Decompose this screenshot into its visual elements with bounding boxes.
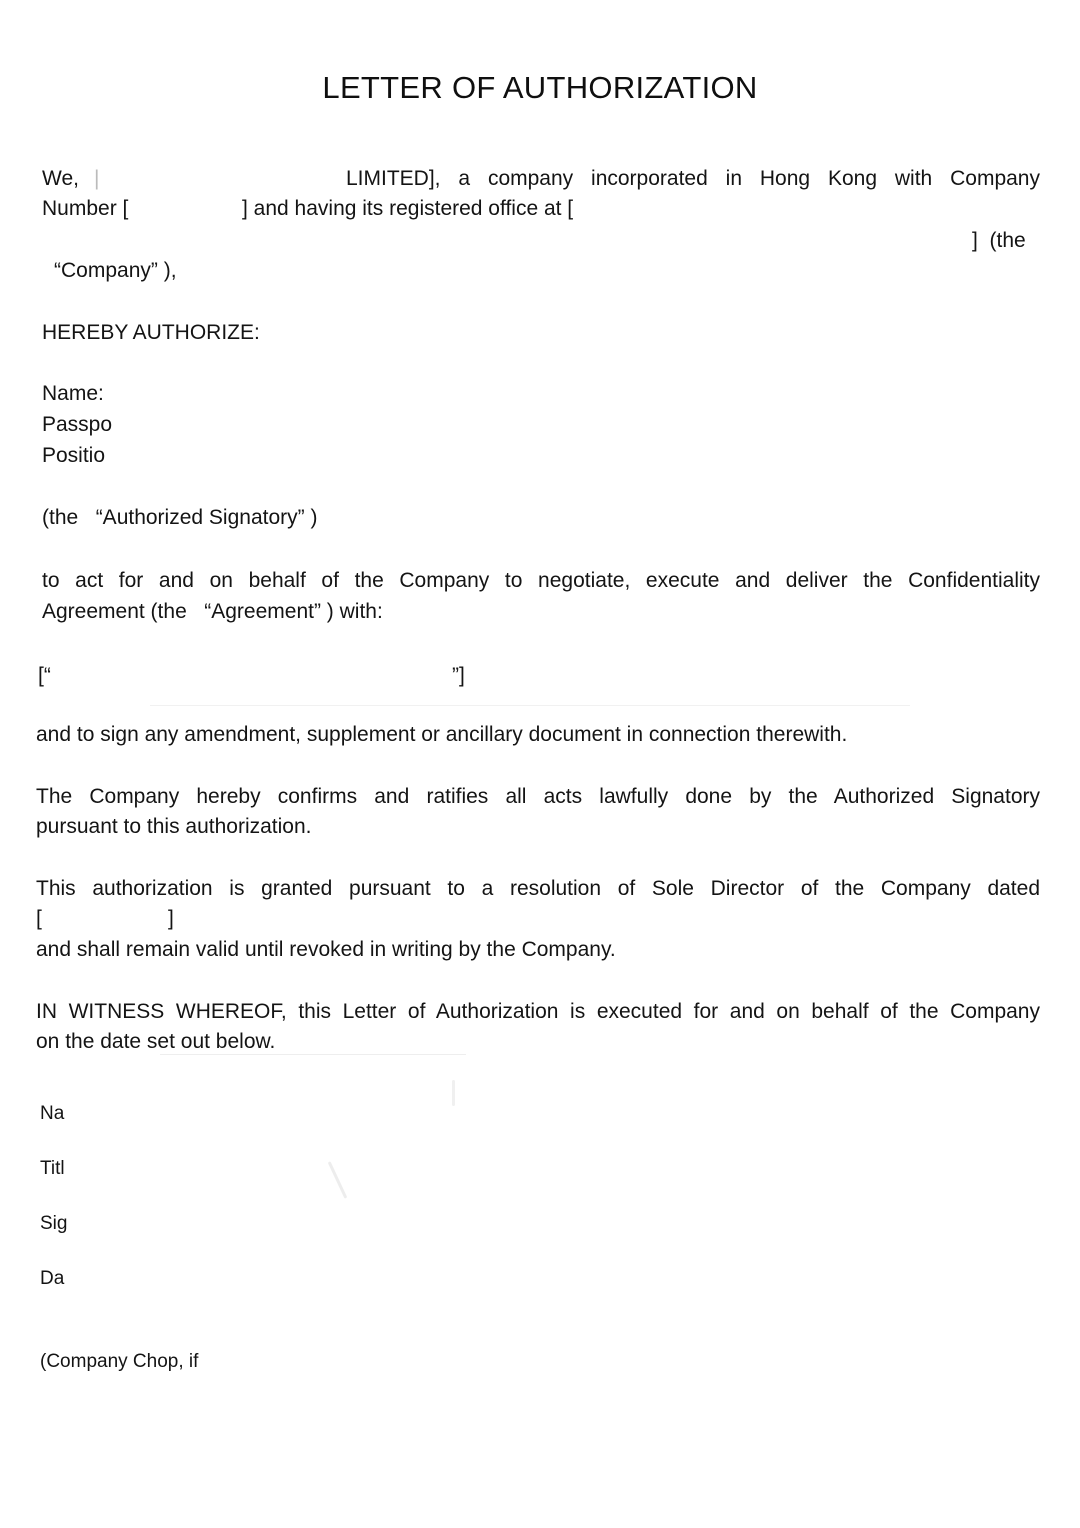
- intro-number-label: Number [: [42, 197, 129, 220]
- ratify-para-line1: The Company hereby confirms and ratifies all acts lawfully done by the Authorized Signatory: [36, 785, 1040, 808]
- company-chop-note: (Company Chop, if: [40, 1351, 199, 1372]
- intro-registered-office: ] and having its registered office at [: [242, 197, 574, 220]
- resolution-date-open-bracket: [: [36, 907, 42, 930]
- signature-name-label: Na: [40, 1103, 65, 1124]
- field-passport-label: Passpo: [42, 413, 113, 436]
- redaction-shadow: [150, 705, 910, 706]
- redaction-shadow-2: [160, 1054, 466, 1055]
- intro-company-def: “Company” ),: [54, 259, 177, 282]
- act-para-line2: Agreement (the “Agreement” ) with:: [42, 600, 383, 623]
- act-para-line1: to act for and on behalf of the Company to negotiate, execute and deliver the Confidentiality: [42, 569, 1040, 592]
- intro-the: ] (the: [972, 229, 1026, 252]
- field-name-label: Name:: [42, 382, 104, 405]
- signature-title-label: Titl: [40, 1158, 65, 1179]
- resolution-para-line1: This authorization is granted pursuant to a resolution of Sole Director of the Company dated: [36, 877, 1040, 900]
- hereby-authorize-heading: HEREBY AUTHORIZE:: [42, 321, 260, 344]
- resolution-para-line3: and shall remain valid until revoked in writing by the Company.: [36, 938, 616, 961]
- witness-para-line1: IN WITNESS WHEREOF, this Letter of Authorization is executed for and on behalf of the Company: [36, 1000, 1040, 1023]
- intro-line1-rest: LIMITED], a company incorporated in Hong Kong with Company: [346, 167, 1040, 190]
- document-title: LETTER OF AUTHORIZATION: [322, 70, 758, 105]
- scan-smudge: [328, 1161, 348, 1199]
- resolution-date-close-bracket: ]: [168, 907, 174, 930]
- scan-smudge: [452, 1080, 455, 1106]
- signature-date-label: Da: [40, 1268, 65, 1289]
- counterparty-open-bracket: [“: [38, 664, 51, 687]
- amendment-paragraph: and to sign any amendment, supplement or ancillary document in connection therewith.: [36, 723, 848, 746]
- authorized-signatory-definition: (the “Authorized Signatory” ): [42, 506, 318, 529]
- signature-sig-label: Sig: [40, 1213, 68, 1234]
- redaction-mark: |: [94, 167, 100, 190]
- ratify-para-line2: pursuant to this authorization.: [36, 815, 312, 838]
- intro-we: We,: [42, 167, 85, 190]
- field-position-label: Positio: [42, 444, 106, 467]
- witness-para-line2: on the date set out below.: [36, 1030, 276, 1053]
- counterparty-close-bracket: ”]: [452, 664, 465, 687]
